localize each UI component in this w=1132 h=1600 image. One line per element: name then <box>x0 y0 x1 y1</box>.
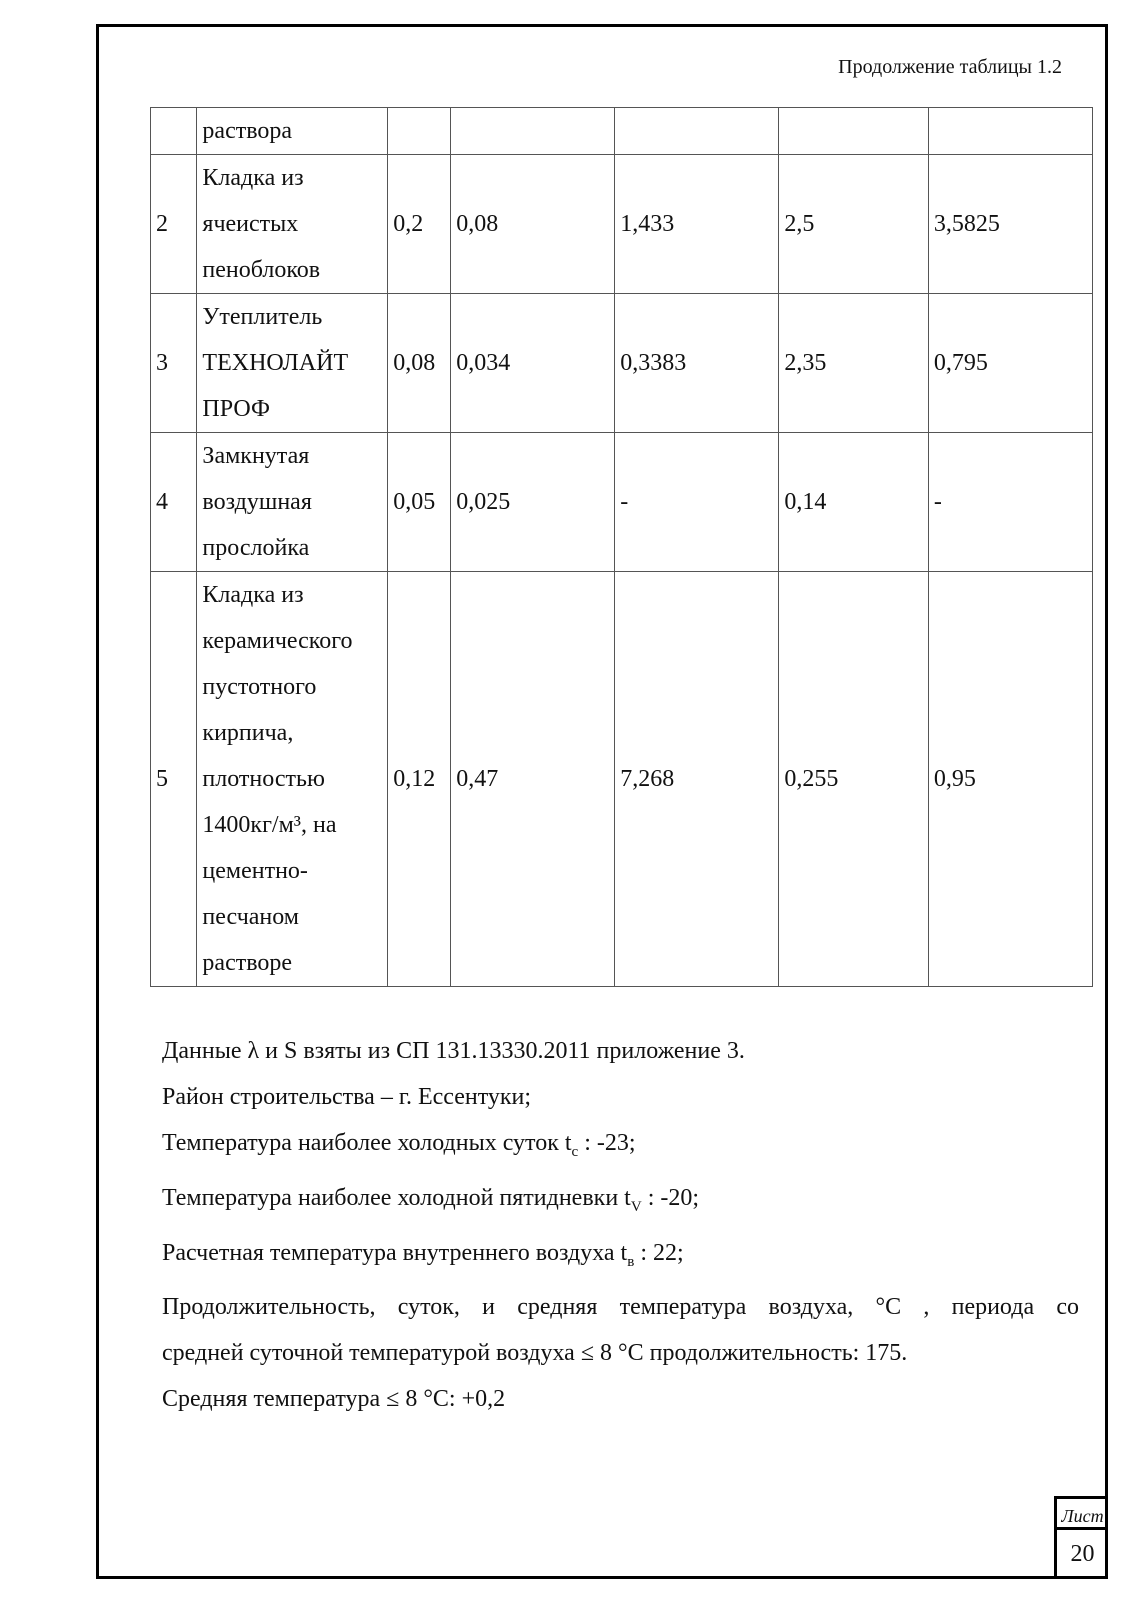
cell-thickness: 0,12 <box>388 572 451 987</box>
cell-resistance: - <box>615 433 779 572</box>
table-row <box>151 433 1093 572</box>
text-line-duration-cont: средней суточной температурой воздуха ≤ 8 °С продолжительность: 175. <box>162 1340 908 1367</box>
layer-name-line: ТЕХНОЛАЙТ <box>202 350 349 376</box>
cell-number: 4 <box>151 433 197 572</box>
layer-name-line: керамического <box>202 628 353 654</box>
sheet-label: Лист <box>1057 1499 1108 1530</box>
cell-inertia: 3,5825 <box>928 155 1092 294</box>
layer-name-line: кирпича, <box>202 720 294 746</box>
cell-thickness: 0,08 <box>388 294 451 433</box>
cell-number: 2 <box>151 155 197 294</box>
text-line-region: Район строительства – г. Ессентуки; <box>162 1084 532 1110</box>
text-line-coldest-five-day: Температура наиболее холодной пятидневки $t_V$ : -20; <box>162 1184 700 1215</box>
cell-layer-name <box>197 572 388 987</box>
text-line-average-temp: Средняя температура ≤ 8 °С: +0,2 <box>162 1386 506 1413</box>
cell-thickness: 0,2 <box>388 155 451 294</box>
cell-number: 5 <box>151 572 197 987</box>
sheet-number: 20 <box>1070 1541 1095 1567</box>
layer-name-line: плотностью <box>202 766 325 792</box>
cell-conductivity: 0,47 <box>451 572 615 987</box>
table-row <box>151 108 1093 155</box>
cell-conductivity: 0,034 <box>451 294 615 433</box>
layer-name-line: Утеплитель <box>202 304 323 330</box>
layer-name-line: прослойка <box>202 535 310 561</box>
table-row <box>151 294 1093 433</box>
cell-resistance <box>615 108 779 155</box>
sheet-stamp <box>1054 1496 1108 1579</box>
text-line-coldest-day: Температура наиболее холодных суток $t_c$ : -23; <box>162 1130 636 1160</box>
cell-layer-name <box>197 155 388 294</box>
cell-inertia: - <box>928 433 1092 572</box>
cell-heat-absorption <box>779 108 929 155</box>
layer-name-line: пустотного <box>202 674 317 700</box>
layer-name-line: ячеистых <box>202 211 299 237</box>
layer-name-line: ПРОФ <box>202 396 270 422</box>
table-continuation-caption: Продолжение таблицы 1.2 <box>838 56 1062 78</box>
layer-name-line: песчаном <box>202 904 299 930</box>
layers-table <box>150 107 1093 987</box>
layer-name-line: пеноблоков <box>202 257 321 283</box>
cell-layer-name <box>197 433 388 572</box>
cell-conductivity: 0,08 <box>451 155 615 294</box>
cell-number <box>151 108 197 155</box>
cell-heat-absorption: 2,35 <box>779 294 929 433</box>
table-row <box>151 572 1093 987</box>
cell-inertia <box>928 108 1092 155</box>
layer-name-line: Замкнутая <box>202 443 310 469</box>
climate-data-text <box>162 1028 1079 1422</box>
cell-thickness: 0,05 <box>388 433 451 572</box>
cell-heat-absorption: 0,14 <box>779 433 929 572</box>
text-line-duration: Продолжительность, суток, и средняя температура воздуха, °С , периода со <box>162 1294 1079 1321</box>
layer-name-line: 1400кг/м³, на <box>202 812 337 838</box>
layer-name-line: цементно- <box>202 858 308 884</box>
cell-layer-name <box>197 294 388 433</box>
cell-conductivity: 0,025 <box>451 433 615 572</box>
cell-resistance: 0,3383 <box>615 294 779 433</box>
cell-thickness <box>388 108 451 155</box>
table-body <box>151 108 1093 987</box>
layer-name-line: растворе <box>202 950 293 976</box>
cell-heat-absorption: 0,255 <box>779 572 929 987</box>
cell-inertia: 0,95 <box>928 572 1092 987</box>
cell-inertia: 0,795 <box>928 294 1092 433</box>
layer-name-line: Кладка из <box>202 165 304 191</box>
table-row <box>151 155 1093 294</box>
layer-name-line: Кладка из <box>202 582 304 608</box>
cell-number: 3 <box>151 294 197 433</box>
cell-layer-name <box>197 108 388 155</box>
cell-conductivity <box>451 108 615 155</box>
cell-heat-absorption: 2,5 <box>779 155 929 294</box>
layer-name-line: воздушная <box>202 489 312 515</box>
cell-resistance: 1,433 <box>615 155 779 294</box>
cell-resistance: 7,268 <box>615 572 779 987</box>
layer-name-line: раствора <box>202 118 293 144</box>
text-line-source: Данные λ и S взяты из СП 131.13330.2011 приложение 3. <box>162 1038 745 1064</box>
text-line-inner-temp: Расчетная температура внутреннего воздуха $t_в$ : 22; <box>162 1239 684 1270</box>
